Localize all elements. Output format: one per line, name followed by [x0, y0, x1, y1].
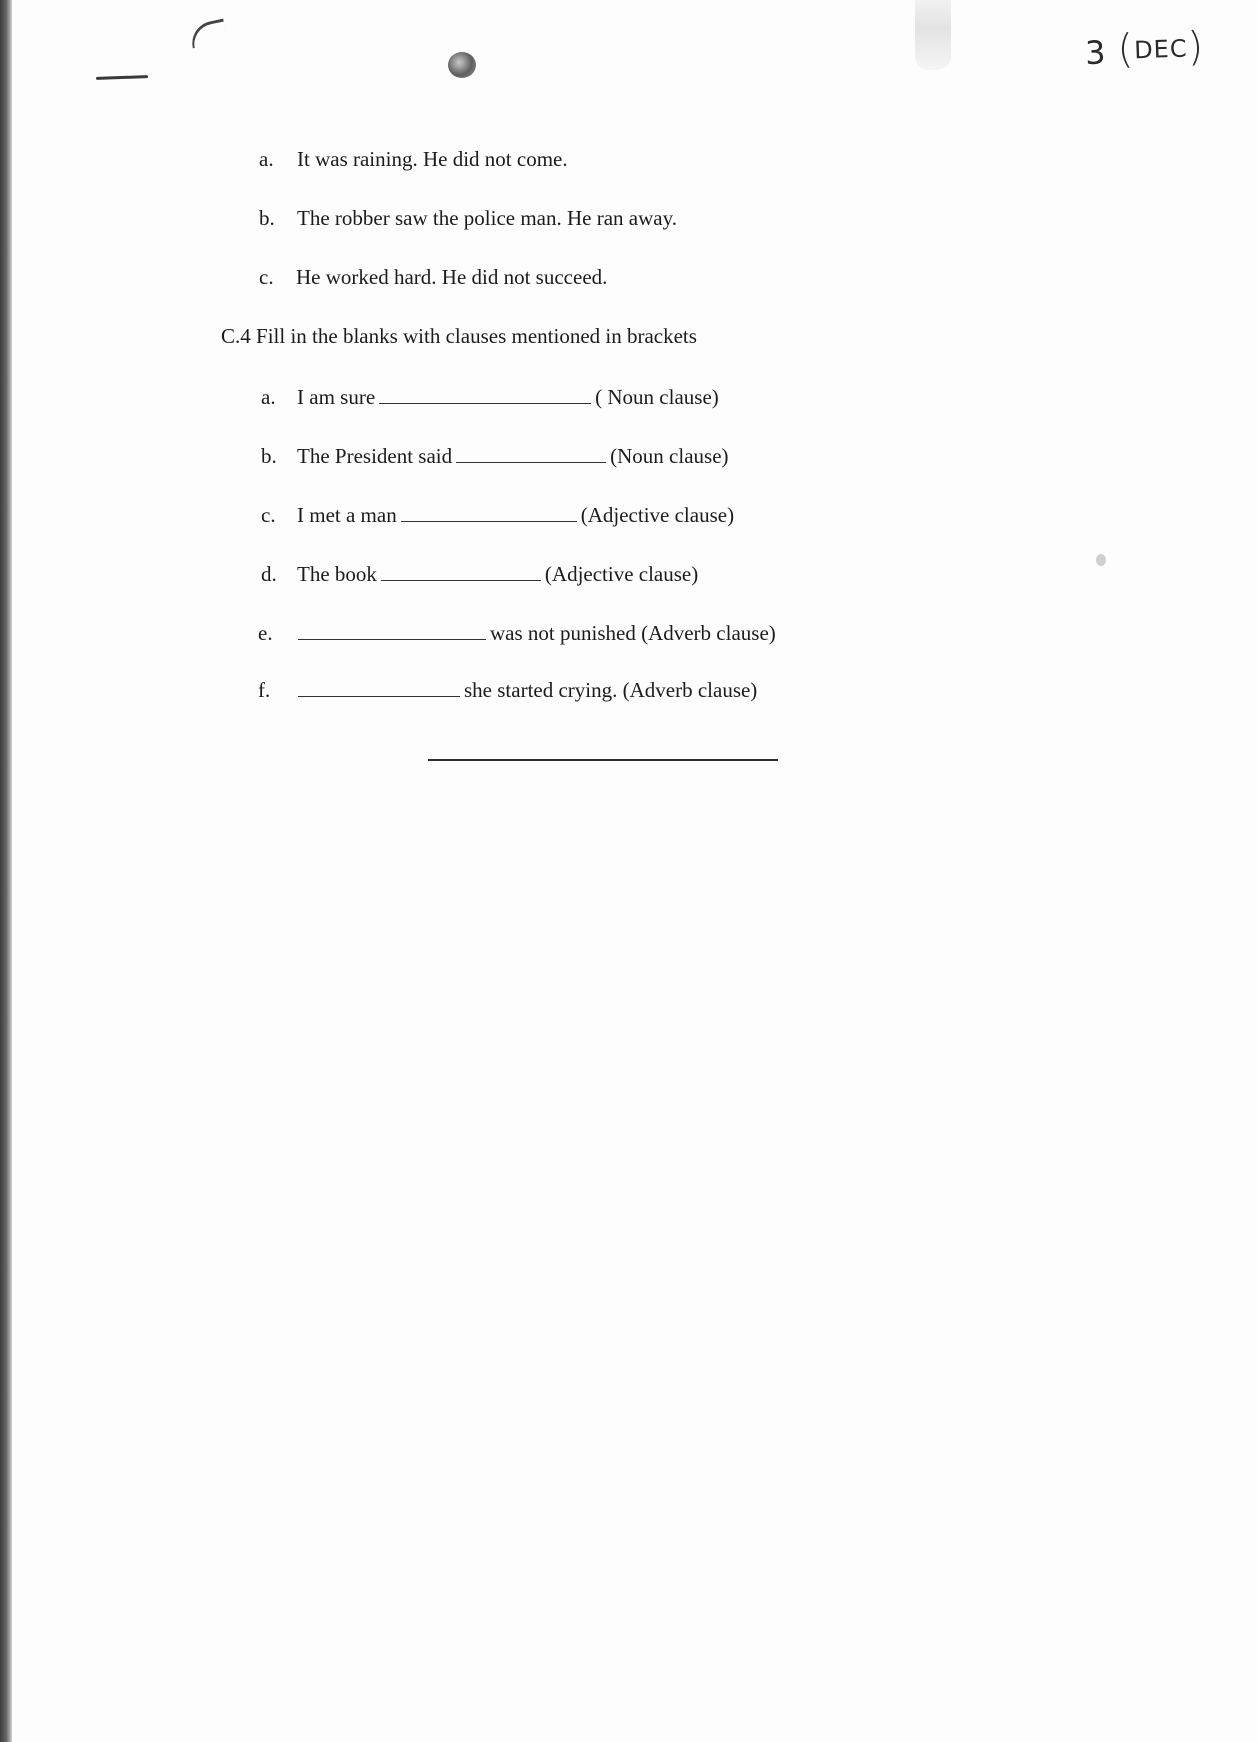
answer-blank[interactable]	[381, 560, 541, 581]
prev-item-a	[259, 146, 568, 172]
prev-item-text: The robber saw the police man. He ran away.	[297, 206, 677, 230]
blank-item-b	[261, 442, 729, 469]
blank-item-before: I met a man	[297, 503, 397, 527]
answer-blank[interactable]	[456, 442, 606, 463]
blank-item-label: f.	[258, 678, 271, 702]
prev-item-b	[259, 205, 677, 231]
blank-item-f	[258, 676, 757, 703]
prev-item-text: He worked hard. He did not succeed.	[296, 265, 608, 289]
blank-item-label: e.	[258, 621, 273, 645]
blank-item-before: The President said	[297, 444, 453, 468]
answer-blank[interactable]	[401, 501, 577, 522]
blank-item-label: c.	[261, 503, 276, 527]
handwritten-page-note	[1084, 24, 1205, 74]
answer-blank[interactable]	[298, 619, 486, 640]
scan-left-edge	[0, 0, 12, 1742]
answer-blank[interactable]	[379, 383, 591, 404]
blank-item-e	[258, 619, 776, 646]
punch-hole	[448, 52, 476, 78]
scan-arc-mark	[188, 19, 228, 49]
blank-item-label: d.	[261, 562, 277, 586]
prev-item-label: b.	[259, 206, 275, 230]
blank-item-before: I am sure	[297, 385, 376, 409]
paper-tear	[915, 0, 951, 70]
page-note-number: 3	[1084, 33, 1108, 73]
page-note-text: DEC	[1133, 34, 1189, 65]
blank-item-after: (Adjective clause)	[544, 562, 699, 586]
page-note-paren-close: )	[1186, 23, 1205, 71]
blank-item-after: she started crying. (Adverb clause)	[464, 678, 758, 702]
blank-item-after: was not punished (Adverb clause)	[490, 621, 776, 645]
scan-dash-mark	[96, 75, 148, 80]
blank-item-after: (Noun clause)	[610, 444, 729, 468]
prev-item-label: c.	[259, 265, 274, 289]
page-note-paren-open: (	[1116, 26, 1135, 73]
prev-item-c	[259, 264, 607, 290]
blank-item-label: b.	[261, 444, 277, 468]
blank-item-after: (Adjective clause)	[580, 503, 735, 527]
blank-item-label: a.	[261, 385, 276, 409]
question-number: C.4	[221, 324, 251, 348]
blank-item-a	[261, 383, 719, 410]
question-text: Fill in the blanks with clauses mentioned in brackets	[256, 324, 697, 348]
blank-item-before: The book	[297, 562, 377, 586]
end-section-rule	[428, 759, 778, 761]
question-heading	[221, 323, 697, 349]
blank-item-c	[261, 501, 734, 528]
scan-speck	[1096, 554, 1106, 566]
prev-item-text: It was raining. He did not come.	[297, 147, 568, 171]
blank-item-after: ( Noun clause)	[595, 385, 719, 409]
answer-blank[interactable]	[298, 676, 460, 697]
prev-item-label: a.	[259, 147, 274, 171]
blank-item-d	[261, 560, 698, 587]
